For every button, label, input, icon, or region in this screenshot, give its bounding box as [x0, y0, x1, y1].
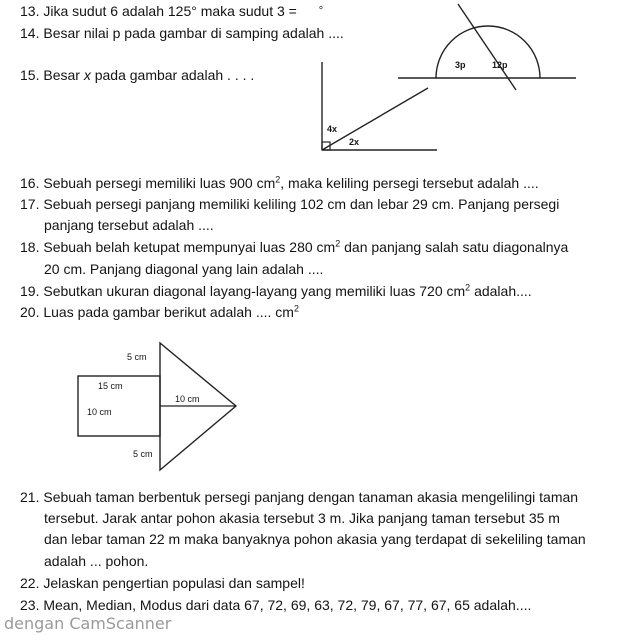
- question-number: 19.: [20, 283, 40, 299]
- question-text: Mean, Median, Modus dari data 67, 72, 69, 63, 72, 79, 67, 77, 67, 65 adalah....: [43, 597, 532, 613]
- question-number: 17.: [20, 196, 40, 212]
- question-21-line3: dan lebar taman 22 m maka banyaknya pohon akasia yang terdapat di sekeliling taman: [44, 531, 586, 547]
- label-height-10cm: 10 cm: [87, 407, 112, 417]
- figure-x-ray: [322, 88, 428, 150]
- superscript: 2: [293, 303, 299, 314]
- label-bottom-5cm: 5 cm: [133, 449, 153, 459]
- label-triangle-10cm: 10 cm: [175, 394, 200, 404]
- question-17: [20, 195, 559, 213]
- question-21-line4: adalah ... pohon.: [44, 553, 149, 569]
- question-text-line1: Sebuah persegi panjang memiliki keliling 102 cm dan lebar 29 cm. Panjang persegi: [43, 196, 560, 212]
- question-number: 14.: [20, 25, 40, 41]
- question-text-post: adalah....: [470, 283, 532, 299]
- question-number: 20.: [20, 304, 40, 320]
- watermark: dengan CamScanner: [4, 614, 172, 633]
- question-text-pre: Sebuah belah ketupat mempunyai luas 280 cm: [43, 239, 336, 255]
- question-23: [20, 596, 531, 614]
- question-text: Luas pada gambar berikut adalah .... cm: [43, 304, 294, 320]
- question-18-line2: 20 cm. Panjang diagonal yang lain adalah ....: [44, 261, 324, 277]
- question-number: 13.: [20, 3, 40, 19]
- question-text-pre: Sebutkan ukuran diagonal layang-layang yang memiliki luas 720 cm: [43, 283, 466, 299]
- variable-x: x: [83, 67, 91, 83]
- question-text: Jelaskan pengertian populasi dan sampel!: [43, 575, 305, 591]
- question-text: Besar nilai p pada gambar di samping adalah ....: [43, 25, 344, 41]
- question-text: Jika sudut 6 adalah 125° maka sudut 3 =: [43, 3, 297, 19]
- question-text-post: dan panjang salah satu diagonalnya: [340, 239, 569, 255]
- question-text-pre: Besar: [43, 67, 84, 83]
- question-16: [20, 174, 539, 192]
- label-4x: 4x: [327, 124, 338, 134]
- question-21: [20, 488, 578, 506]
- question-text-line1: Sebuah taman berbentuk persegi panjang dengan tanaman akasia mengelilingi taman: [43, 489, 579, 505]
- figure-p: [398, 4, 576, 90]
- question-number: 23.: [20, 597, 40, 613]
- figure-p-arc: [436, 26, 540, 78]
- question-20: [20, 303, 299, 321]
- label-2x: 2x: [349, 137, 360, 147]
- label-12p: 12p: [492, 60, 508, 70]
- question-text-post: pada gambar adalah . . . .: [90, 67, 255, 83]
- question-number: 21.: [20, 489, 40, 505]
- superscript: 2: [335, 238, 341, 249]
- question-22: [20, 574, 305, 592]
- degree-mark: °: [318, 5, 324, 17]
- question-number: 15.: [20, 67, 40, 83]
- figure-p-diagonal: [458, 4, 516, 90]
- question-number: 18.: [20, 239, 40, 255]
- question-text-pre: Sebuah persegi memiliki luas 900 cm: [43, 175, 276, 191]
- question-19: [20, 282, 532, 300]
- question-17-line2: panjang tersebut adalah ....: [44, 217, 214, 233]
- question-number: 16.: [20, 175, 40, 191]
- superscript: 2: [465, 282, 471, 293]
- question-number: 22.: [20, 575, 40, 591]
- label-3p: 3p: [455, 60, 466, 70]
- superscript: 2: [275, 174, 281, 185]
- question-21-line2: tersebut. Jarak antar pohon akasia tersebut 3 m. Jika panjang taman tersebut 35 m: [44, 510, 560, 526]
- question-text-post: , maka keliling persegi tersebut adalah ....: [280, 175, 539, 191]
- figure-x: [322, 62, 437, 150]
- label-top-5cm: 5 cm: [127, 352, 147, 362]
- label-width-15cm: 15 cm: [98, 381, 123, 391]
- question-18: [20, 238, 568, 256]
